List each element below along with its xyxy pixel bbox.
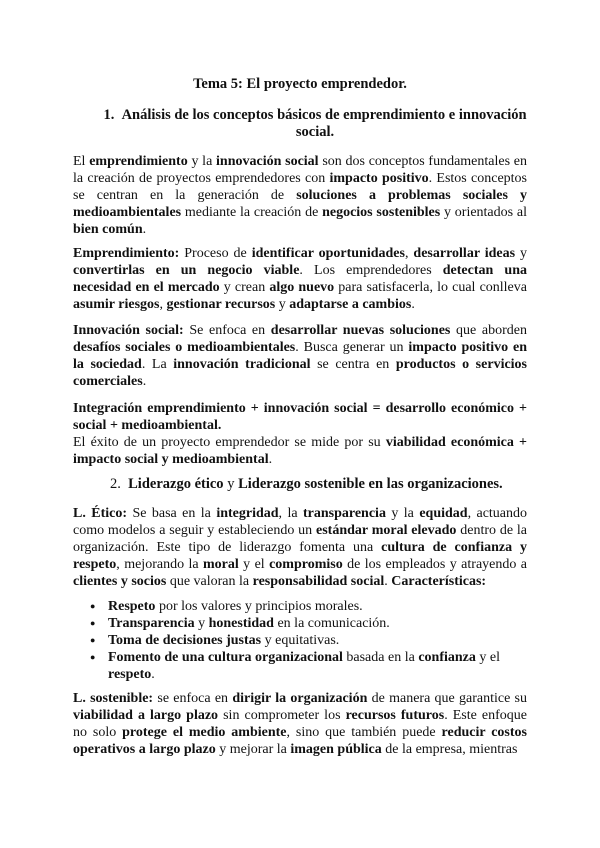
bold-text-run: respeto: [108, 667, 152, 682]
section-2-title: [128, 476, 503, 492]
section-2-heading: [110, 476, 530, 493]
text-run: y equitativas.: [261, 633, 340, 648]
text-run: y: [515, 246, 528, 261]
bold-text-run: transparencia: [302, 506, 386, 521]
text-run: de los empleados y atrayendo a: [342, 557, 527, 572]
bold-text-run: Fomento de una cultura organizacional: [108, 650, 343, 665]
text-run: en la comunicación.: [273, 616, 390, 631]
bold-text-run: soluciones a problemas sociales y medioambientales: [73, 188, 527, 220]
bold-text-run: honestidad: [208, 616, 274, 631]
bold-text-run: desafíos sociales o medioambientales: [73, 340, 296, 355]
text-run: ,: [404, 246, 414, 261]
bold-text-run: adaptarse a cambios: [289, 297, 412, 312]
section-2-number: 2.: [110, 476, 121, 492]
section-1-heading: [85, 107, 545, 141]
integracion-heading: Integración emprendimiento + innovación social = desarrollo económico + social + medioambiental.: [73, 401, 527, 433]
bold-text-run: viabilidad económica + impacto social y medioambiental: [73, 435, 527, 467]
text-run: de manera que garantice su: [367, 691, 528, 706]
intro-paragraph: [73, 153, 527, 238]
section-1-title: Análisis de los conceptos básicos de emprendimiento e innovación social.: [121, 107, 527, 140]
text-run: .: [411, 297, 415, 312]
text-run: , actuando como modelos a seguir y estableciendo un: [73, 506, 528, 538]
text-run: Se basa en la: [127, 506, 217, 521]
text-run: y el: [475, 650, 500, 665]
list-item: [90, 632, 526, 649]
bold-text-run: desarrollar nuevas soluciones: [270, 323, 451, 338]
bold-text-run: Emprendimiento:: [73, 246, 180, 261]
text-run: Se enfoca en: [183, 323, 271, 338]
text-run: y mejorar la: [215, 742, 291, 757]
bold-text-run: emprendimiento: [89, 154, 188, 169]
bold-text-run: compromiso: [269, 557, 343, 572]
bold-text-run: Toma de decisiones justas: [108, 633, 262, 648]
text-run: .: [142, 222, 147, 237]
bold-text-run: estándar moral elevado: [316, 523, 457, 538]
text-run: para satisfacerla, lo cual conlleva: [334, 280, 527, 295]
text-run: .: [268, 452, 273, 467]
text-run: . Los emprendedores: [299, 263, 443, 278]
text-run: , la: [278, 506, 303, 521]
text-run: .: [384, 574, 392, 589]
text-run: , sino que también puede: [286, 725, 442, 740]
bold-text-run: gestionar recursos: [166, 297, 276, 312]
text-run: .: [142, 374, 147, 389]
bold-text-run: cultura de confianza y respeto: [73, 540, 527, 572]
bold-text-run: innovación social: [216, 154, 319, 169]
liderazgo-etico-paragraph: [73, 505, 527, 590]
liderazgo-sostenible-paragraph: [73, 690, 527, 758]
text-run: se enfoca en: [153, 691, 233, 706]
bold-text-run: asumir riesgos: [73, 297, 160, 312]
text-run: . Estos conceptos se centran en la generación de: [73, 171, 527, 203]
text-run: mediante la creación de: [181, 205, 323, 220]
bold-text-run: impacto positivo en la sociedad: [73, 340, 528, 372]
text-run: se centra en: [310, 357, 396, 372]
text-run: . Busca generar un: [295, 340, 409, 355]
bold-text-run: moral: [203, 557, 239, 572]
bold-text-run: dirigir la organización: [232, 691, 368, 706]
bold-text-run: confianza: [418, 650, 476, 665]
bold-text-run: convertirlas en un negocio viable: [73, 263, 300, 278]
bold-text-run: Liderazgo sostenible en las organizaciones.: [238, 476, 503, 492]
text-run: son dos conceptos fundamentales en la creación de proyectos emprendedores con: [73, 154, 527, 186]
list-item: [90, 598, 526, 615]
text-run: El: [73, 154, 90, 169]
emprendimiento-paragraph: [73, 245, 527, 313]
bold-text-run: Respeto: [108, 599, 156, 614]
text-run: ,: [159, 297, 167, 312]
list-item: [90, 615, 526, 632]
section-1-number: 1.: [103, 107, 115, 123]
bold-text-run: imagen pública: [290, 742, 382, 757]
bold-text-run: integridad: [216, 506, 279, 521]
text-run: y la: [187, 154, 217, 169]
bold-text-run: bien común: [73, 222, 143, 237]
bold-text-run: Innovación social:: [73, 323, 184, 338]
integracion-paragraph: [73, 434, 527, 468]
text-run: Proceso de: [179, 246, 252, 261]
bold-text-run: equidad: [419, 506, 468, 521]
text-run: de la empresa, mientras: [381, 742, 518, 757]
bold-text-run: impacto positivo: [329, 171, 429, 186]
bold-text-run: productos o servicios comerciales: [73, 357, 528, 389]
bold-text-run: desarrollar ideas: [413, 246, 516, 261]
bold-text-run: L. sostenible:: [73, 691, 154, 706]
text-run: y: [223, 476, 239, 492]
bold-text-run: viabilidad a largo plazo: [73, 708, 219, 723]
text-run: , mejorando la: [116, 557, 203, 572]
text-run: basada en la: [342, 650, 419, 665]
bold-text-run: innovación tradicional: [173, 357, 311, 372]
text-run: y la: [385, 506, 420, 521]
caracteristicas-list: [90, 598, 526, 683]
bold-text-run: negocios sostenibles: [322, 205, 441, 220]
text-run: . La: [141, 357, 174, 372]
text-run: sin comprometer los: [218, 708, 346, 723]
bold-text-run: protege el medio ambiente: [122, 725, 287, 740]
bold-text-run: recursos futuros: [345, 708, 445, 723]
text-run: por los valores y principios morales.: [155, 599, 363, 614]
bold-text-run: algo nuevo: [269, 280, 335, 295]
text-run: y crean: [219, 280, 270, 295]
document-title: Tema 5: El proyecto emprendedor.: [193, 76, 407, 92]
bold-text-run: Liderazgo ético: [128, 476, 224, 492]
bold-text-run: reducir costos operativos a largo plazo: [73, 725, 527, 757]
bold-text-run: Transparencia: [108, 616, 195, 631]
text-run: que aborden: [450, 323, 527, 338]
text-run: El éxito de un proyecto emprendedor se mide por su: [73, 435, 386, 450]
text-run: y orientados al: [440, 205, 527, 220]
bold-text-run: L. Ético:: [73, 506, 128, 521]
list-item: [90, 649, 526, 683]
text-run: y el: [238, 557, 270, 572]
bold-text-run: Características:: [391, 574, 487, 589]
bold-text-run: responsabilidad social: [252, 574, 385, 589]
bold-text-run: detectan una necesidad en el mercado: [73, 263, 527, 295]
innovacion-paragraph: [73, 322, 527, 390]
bold-text-run: identificar oportunidades: [251, 246, 405, 261]
text-run: que valoran la: [166, 574, 253, 589]
text-run: .: [151, 667, 155, 682]
text-run: dentro de la organización. Este tipo de liderazgo fomenta una: [73, 523, 527, 555]
bold-text-run: clientes y socios: [73, 574, 167, 589]
text-run: . Este enfoque no solo: [73, 708, 527, 740]
text-run: y: [275, 297, 290, 312]
text-run: y: [194, 616, 209, 631]
